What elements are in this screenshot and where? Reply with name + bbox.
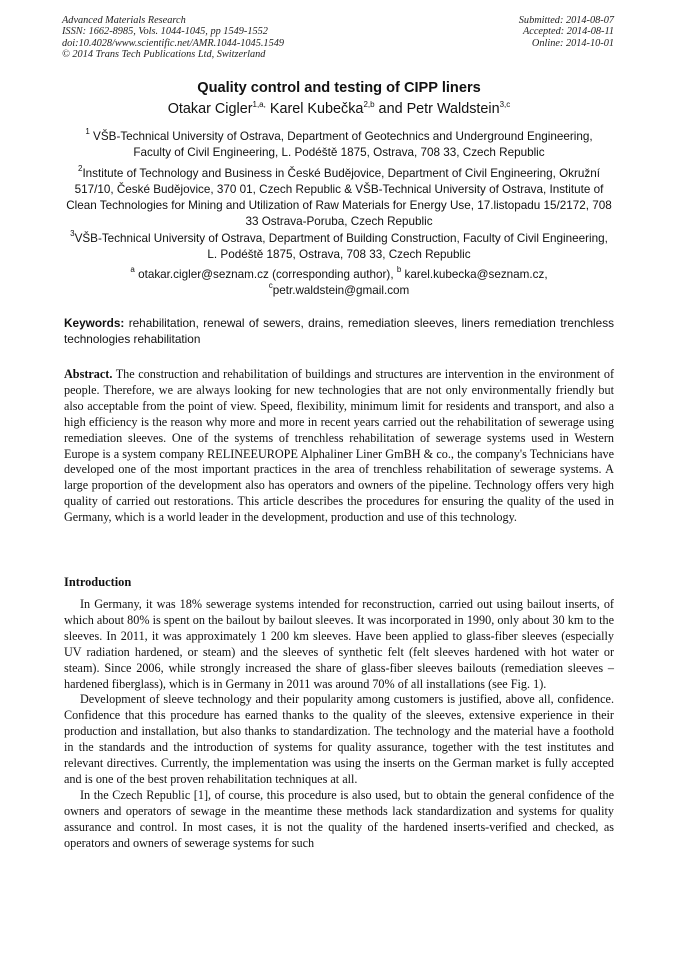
- abstract-label: Abstract.: [64, 367, 113, 381]
- author-superscript: 2,b: [363, 100, 375, 109]
- accepted-date: Accepted: 2014-08-11: [522, 26, 614, 38]
- journal-name: Advanced Materials Research: [62, 15, 186, 26]
- dates-header: [519, 15, 614, 49]
- abstract-text: The construction and rehabilitation of buildings and structures are intervention in the environment of people. Therefore, we are always looking for new technologies that are not only environmentally friendly but also acceptable from the point of view. Speed, flexibility, minimum limit for residents and transport, and also a high efficiency is the reason why more and more in recent years carried out the rehabilitation of sewerage using remediation sleeves. One of the systems of trenchless rehabilitation of sewerage systems used in Western Europe is a system company RELINEEUROPE Alphaliner Liner GmBH & co., the company's Technicians have developed one of the most important practices in the area of trenchless rehabilitation of sewerage systems. A large proportion of the development also has operators and owners of the pipeline. Technology offers very high quality of carried out restorations. This article describes the procedures for ensuring the quality of the used in Germany, which is a world leader in the development, production and use of this technology.: [64, 367, 614, 525]
- abstract-section: [64, 367, 614, 526]
- email-marker: a: [130, 265, 135, 274]
- keywords-section: [64, 316, 614, 347]
- affiliation-text: Institute of Technology and Business in České Budějovice, Department of Civil Engineering, Okružní 517/10, České Budějovice, 370 01, Czech Republic & VŠB-Technical University of Ostrava, Institute of Clean Technologies for Mining and Utilization of Raw Materials for Energy Use, 17.listopadu 15/2172, 708 33 Ostrava-Poruba, Czech Republic: [66, 167, 612, 228]
- keywords-text: rehabilitation, renewal of sewers, drains, remediation sleeves, liners remediation trenchless technologies rehabilitation: [64, 316, 614, 346]
- journal-doi: doi:10.4028/www.scientific.net/AMR.1044-1045.1549: [62, 37, 285, 49]
- journal-copyright: © 2014 Trans Tech Publications Ltd, Switzerland: [62, 49, 266, 61]
- affiliation-text: VŠB-Technical University of Ostrava, Department of Building Construction, Faculty of Civil Engineering, L. Podéště 1875, Ostrava, 708 33, Czech Republic: [74, 232, 608, 261]
- affiliation-number: 1: [85, 127, 90, 136]
- email-marker: c: [268, 281, 273, 290]
- paragraph: In the Czech Republic [1], of course, this procedure is also used, but to obtain the general confidence of the owners and operators of sewage in the meantime these methods lack standardization and systems for quality assurance and control. In most cases, it is not the quality of the hardened inserts-verified and checked, as operators and owners of sewerage systems for such: [64, 787, 614, 850]
- affiliation-2: [66, 166, 612, 230]
- author-name: Karel Kubečka: [265, 101, 364, 117]
- paragraph: Development of sleeve technology and their popularity among customers is justified, above all, confidence. Confidence that this procedure has earned thanks to the quality of the sleeves, extensive experience in their production and installation, but also thanks to standardization. The technology and the material have a foothold in the standards and the introduction of systems for quality assurance, together with the test institutes and relevant directives. Currently, the implementation was using the inserts on the German market is fully accepted and is one of the best proven rehabilitation techniques at all.: [64, 692, 614, 786]
- affiliation-text: VŠB-Technical University of Ostrava, Department of Geotechnics and Underground Engineering, Faculty of Civil Engineering, L. Podéště 1875, Ostrava, 708 33, Czech Republic: [89, 130, 593, 159]
- email-text: otakar.cigler@seznam.cz (corresponding author),: [134, 268, 397, 281]
- author-superscript: 1,a,: [252, 100, 266, 109]
- author-list: [0, 101, 678, 117]
- email-text: petr.waldstein@gmail.com: [272, 284, 410, 297]
- author-superscript: 3,c: [499, 100, 511, 109]
- affiliation-3: [66, 231, 612, 263]
- email-marker: b: [396, 265, 402, 274]
- submitted-date: Submitted: 2014-08-07: [518, 15, 614, 26]
- introduction-body: [64, 597, 614, 852]
- journal-issn: ISSN: 1662-8985, Vols. 1044-1045, pp 1549-1552: [62, 26, 268, 38]
- introduction-heading: Introduction: [64, 575, 132, 589]
- author-emails: [66, 267, 612, 299]
- paper-title: Quality control and testing of CIPP liners: [197, 80, 481, 96]
- affiliation-number: 2: [77, 164, 83, 173]
- online-date: Online: 2014-10-01: [531, 37, 614, 49]
- email-text: karel.kubecka@seznam.cz,: [401, 268, 548, 281]
- author-name: and Petr Waldstein: [374, 101, 500, 117]
- affiliation-number: 3: [70, 229, 75, 238]
- author-name: Otakar Cigler: [167, 101, 253, 117]
- affiliation-1: [66, 129, 612, 161]
- keywords-label: Keywords:: [64, 316, 125, 330]
- paragraph: In Germany, it was 18% sewerage systems intended for reconstruction, carried out using bailout inserts, of which about 80% is spent on the bailout by bailout sleeves. It was incorporated in 1990, only about 30 km to the sleeves. In 2011, it was approximately 1 200 km sleeves. Have been applied to glass-fiber sleeves (especially UV radiation hardened, or steam) and the sleeves of synthetic felt (felt sleeves hardened with hot water or steam). Since 2006, while strongly increased the share of glass-fiber sleeves bailouts (remediation sleeves – hardened fiberglass), which is in Germany in 2011 was around 70% of all installations (see Fig. 1).: [64, 597, 614, 691]
- journal-header: [62, 15, 284, 61]
